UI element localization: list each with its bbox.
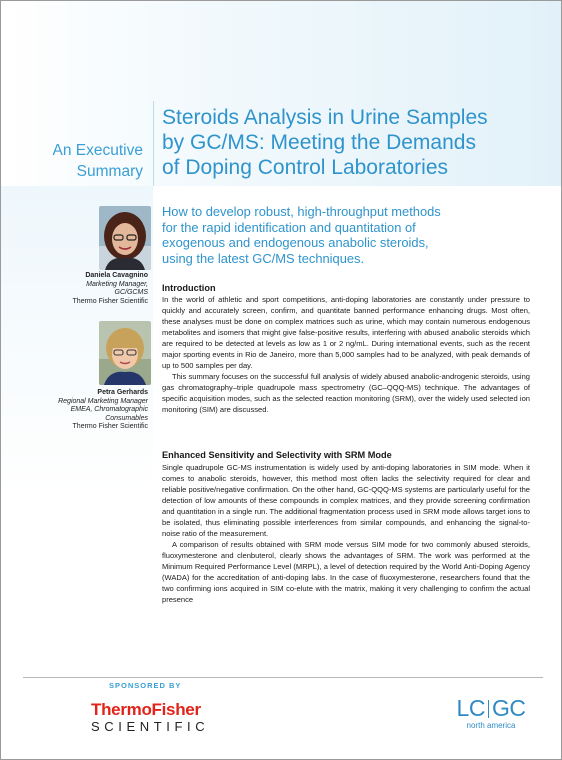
sponsor-logo-wordmark: ThermoFisher — [91, 700, 201, 719]
title-line: of Doping Control Laboratories — [162, 156, 449, 179]
title-line: Steroids Analysis in Urine Samples — [162, 106, 488, 129]
thermo-fisher-logo — [91, 700, 209, 734]
body-paragraph: Single quadrupole GC-MS instrumentation is widely used by anti-doping laboratories in SIM mode. When it comes to anabolic steroids, however, this method most often lacks the selectivity required for clear and reliable positive/negative confirmation. On the other hand, GC-QQQ-MS systems are particularly useful for the detection of low amounts of these compounds in complex matrices, and they provide screening confirmation and quantitation in a single run. The additional fragmentation process used in SRM mode allows target ions to be isolated, thus eliminating possible interferences from similar compounds, and enhancing the signal-to-noise ratio of the measurement. — [162, 463, 530, 538]
author-photo-daniela — [99, 206, 151, 270]
body-paragraph: This summary focuses on the successful full analysis of widely abused anabolic-androgenic steroids, using gas chromatography–triple quadrupole mass spectrometry (GC–QQQ-MS) technique. The advantages of specific acquisition modes, such as the selected reaction monitoring (SRM), over the widely used selected ion monitoring (SIM) are discussed. — [162, 372, 530, 414]
publisher-logo-right: GC — [491, 695, 526, 721]
author-card-petra — [58, 389, 148, 432]
page-title — [162, 105, 552, 180]
subtitle-line: for the rapid identification and quantitation of — [162, 219, 416, 235]
summary-subtitle — [162, 204, 552, 266]
author-role-line: Marketing Manager, — [86, 280, 148, 288]
publisher-logo-wordmark — [455, 695, 527, 721]
author-portrait-image — [99, 206, 151, 270]
author-role-line: Consumables — [105, 414, 148, 422]
footer-divider — [23, 677, 543, 678]
author-photo-petra — [99, 321, 151, 385]
author-role-line: EMEA, Chromatographic — [70, 406, 148, 414]
section-heading: Introduction — [162, 283, 216, 293]
body-paragraph: In the world of athletic and sport competitions, anti-doping laboratories are constantly under pressure to quickly and accurately screen, confirm, and quantitate banned performance enhancing drugs. Most often, these analyses must be done on complex matrices such as urine, which may contain numerous endogenous metabolites and isomers that might give false-positive results, interfering with abused anabolic steroids which are required to be detected at levels as low as 1 or 2 ng/mL. During international events, such as the recent major sporting events in Rio de Janeiro, more than 5,000 samples had to be analyzed, with peak demands of up to 500 samples per day. — [162, 295, 530, 370]
lcgc-logo — [455, 695, 527, 730]
subtitle-line: How to develop robust, high-throughput methods — [162, 204, 441, 219]
author-name: Petra Gerhards — [97, 389, 148, 396]
author-org: Thermo Fisher Scientific — [72, 423, 148, 431]
title-line: by GC/MS: Meeting the Demands — [162, 131, 476, 154]
author-role-line: Regional Marketing Manager — [58, 397, 148, 405]
section-srm-mode — [162, 449, 530, 605]
executive-label-line: Summary — [76, 163, 143, 180]
executive-summary-label — [53, 140, 143, 182]
author-role-line: GC/GCMS — [114, 289, 148, 297]
publisher-logo-left: LC — [456, 695, 485, 721]
body-paragraph: A comparison of results obtained with SRM mode versus SIM mode for two commonly abused steroids, fluoxymesterone and clenbuterol, clearly shows the advantages of SRM. The work was performed at the Minimum Required Performance Level (MRPL), a level of detection required by the World Anti-Doping Agency (WADA) for the accreditation of anti-doping labs. In the case of fluoxymesterone, researchers found that the two confirming ions acquired in SIM co-elute with the matrix, making it very challenging to confirm the actual presence — [162, 540, 530, 604]
subtitle-line: using the latest GC/MS techniques. — [162, 250, 365, 266]
sponsor-logo-subtext: SCIENTIFIC — [91, 719, 210, 734]
author-name: Daniela Cavagnino — [85, 272, 148, 279]
author-portrait-image — [99, 321, 151, 385]
sponsored-by-label: SPONSORED BY — [109, 681, 182, 690]
subtitle-line: exogenous and endogenous anabolic steroids, — [162, 235, 429, 251]
author-card-daniela — [73, 272, 148, 306]
section-heading: Enhanced Sensitivity and Selectivity with SRM Mode — [162, 450, 392, 460]
publisher-logo-subtext: north america — [466, 721, 516, 730]
executive-label-line: An Executive — [52, 142, 143, 159]
header-divider — [153, 101, 154, 186]
section-introduction — [162, 282, 530, 415]
author-org: Thermo Fisher Scientific — [72, 297, 148, 305]
logo-separator-bar — [488, 700, 489, 718]
